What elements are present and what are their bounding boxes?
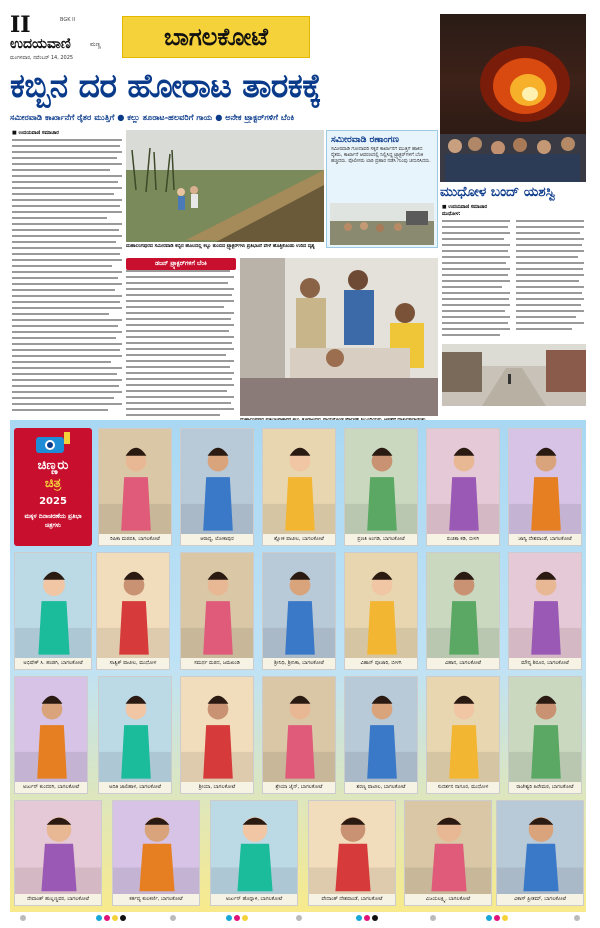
section-title: ಬಾಗಲಕೋಟೆ: [163, 23, 269, 51]
kid-photo: [509, 429, 581, 534]
kid-photo-card: [426, 428, 500, 546]
samirwadi-photo: [330, 203, 434, 245]
kid-name-label: ಶರಣ್ಯ ಪಾಟೀಲ, ಬಾಗಲಕೋಟೆ: [345, 782, 417, 793]
kid-name-label: ಅರ್ಜುನ್ ಹೊನ್ನಾಳಿ, ಬಾಗಲಕೋಟೆ: [211, 894, 297, 905]
kid-photo-card: [96, 552, 170, 670]
kid-name-label: ಶ್ರೀಯಾ, ಬಾಗಲಕೋಟೆ: [181, 782, 253, 793]
kid-name-label: ಮೌನ್ಯ ಶಿರೂರ, ಬಾಗಲಕೋಟೆ: [509, 658, 581, 669]
kid-photo-card: [98, 676, 172, 794]
kid-photo-card: [344, 428, 418, 546]
kid-photo-card: [344, 552, 418, 670]
kid-photo-card: [508, 428, 582, 546]
kid-photo: [99, 677, 171, 782]
samirwadi-box-title: ಸಮೀರವಾಡಿ ರಣಾಂಗಣ: [331, 135, 399, 145]
kid-photo: [99, 429, 171, 534]
kid-photo-card: [210, 800, 298, 906]
side-place: ಮುಧೋಳ:: [442, 212, 461, 217]
bgk-code: BGK II: [60, 17, 76, 23]
kid-photo: [15, 553, 91, 658]
kid-photo: [113, 801, 199, 894]
kid-name-label: ಶ್ರೇಯಾ ಜೈನ್, ಬಾಗಲಕೋಟೆ: [263, 782, 335, 793]
kid-name-label: ಅಭಿಷೇಕ್ ಸಿ. ಹಂಡಗಿ, ಬಾಗಲಕೋಟೆ: [15, 658, 91, 669]
page-header: [10, 14, 440, 62]
lead-byline: ■ ಉದಯವಾಣಿ ಸಮಾಚಾರ: [12, 130, 59, 136]
lead-headline: ಕಬ್ಬಿನ ದರ ಹೋರಾಟ ತಾರಕಕ್ಕೆ: [10, 66, 322, 105]
kid-photo-card: [496, 800, 584, 906]
samirwadi-box-text: ಸಮೀರವಾಡಿ ಗೋದಾವರಿ ಸಕ್ಕರೆ ಕಾರ್ಖಾನೆಗೆ ಮುತ್ತಿಗೆ ಹಾಕಿದ ರೈತರು, ಕಾರ್ಖಾನೆ ಆವರಣದಲ್ಲಿ ನಿಲ್ಲಿಸಿದ್ದ ಟ್ರ್ಯಾಕ್ಟರ್‌ಗಳಿಗೆ ಬೆಂಕಿ ಹಚ್ಚಿದರು. ಪೊಲೀಸರು ಲಾಠಿ ಪ್ರಹಾರ ನಡೆಸಿ ಗುಂಪು ಚದುರಿಸಿದರು.: [331, 147, 431, 164]
kid-photo: [181, 429, 253, 534]
kid-photo: [263, 553, 335, 658]
kid-photo: [345, 429, 417, 534]
kid-photo: [405, 801, 491, 894]
kid-name-label: ವಿಹಾನ್ ಪೂಜಾರಿ, ಬೀಳಗಿ: [345, 658, 417, 669]
kid-name-label: ರುಚಿತಾ ಕಡಿ, ಬೀಳಗಿ: [427, 534, 499, 545]
side-headline: ಮುಧೋಳ ಬಂದ್ ಯಶಸ್ವಿ: [440, 184, 556, 200]
registration-marks: [0, 912, 600, 928]
red-label-text: ಡಜನ್ ಟ್ರ್ಯಾಕ್ಟರ್‌ಗಳಿಗೆ ಬೆಂಕಿ: [126, 258, 236, 270]
kids-title-line1: ಚಿಣ್ಣರು: [37, 458, 69, 473]
fire-photo: [440, 14, 586, 182]
kid-photo: [427, 553, 499, 658]
kid-photo: [211, 801, 297, 894]
kid-name-label: ರಾಜೇಶ್ವರಿ ಹಿರೇಮಠ, ಬಾಗಲಕೋಟೆ: [509, 782, 581, 793]
kid-photo-card: [180, 676, 254, 794]
kid-photo-card: [344, 676, 418, 794]
side-body: [442, 218, 586, 342]
kid-photo-card: [180, 552, 254, 670]
kids-subtitle: ಮಕ್ಕಳ ದಿನಾಚರಣೆಯ ಪ್ರತಿಭಾ ಚಿತ್ರಗಳು: [24, 513, 82, 529]
kid-photo-card: [262, 428, 336, 546]
kid-photo: [263, 429, 335, 534]
lead-subhead: ಸಮೀರವಾಡಿ ಕಾರ್ಖಾನೆಗೆ ರೈತರ ಮುತ್ತಿಗೆ ● ಕಲ್ಲು ತೂರಾಟ-ಹಲವರಿಗೆ ಗಾಯ ● ಅನೇಕ ಟ್ರ್ಯಾಕ್ಟರ್‌ಗಳಿಗೆ ಬೆಂಕಿ: [10, 112, 295, 122]
street-photo: [442, 344, 586, 406]
kid-photo: [345, 677, 417, 782]
kid-photo-card: [14, 800, 102, 906]
kid-photo-card: [98, 428, 172, 546]
kid-photo: [427, 677, 499, 782]
kid-photo: [15, 677, 87, 782]
kid-photo: [181, 553, 253, 658]
kid-photo-card: [404, 800, 492, 906]
red-label: [126, 258, 236, 270]
kid-photo: [15, 801, 101, 894]
lead-body-col1: [12, 137, 124, 417]
kid-name-label: ಸಾತ್ವಿಕ್ ಪಾಟೀಲ, ಮುಧೋಳ: [97, 658, 169, 669]
kid-photo: [181, 677, 253, 782]
kid-photo: [427, 429, 499, 534]
kid-name-label: ಪ್ರಣತಿ ಅಂಗಡಿ, ಬಾಗಲಕೋಟೆ: [345, 534, 417, 545]
kid-photo-card: [112, 800, 200, 906]
paper-name: ಉದಯವಾಣಿ: [10, 36, 71, 52]
kid-photo-card: [262, 552, 336, 670]
kid-photo: [97, 553, 169, 658]
kid-name-label: ಅರ್ಜುನ್ ಕುಂದರಗಿ, ಬಾಗಲಕೋಟೆ: [15, 782, 87, 793]
kids-year: 2025: [39, 496, 67, 507]
kid-photo-card: [508, 676, 582, 794]
lead-body-col2: [126, 262, 236, 420]
kid-name-label: ಕರ್ತವ್ಯ ಕುಲಕರ್ಣಿ, ಬಾಗಲಕೋಟೆ: [113, 894, 199, 905]
kid-name-label: ಶ್ರೀನಿಧಿ, ಶ್ರೀನಿಕಾ, ಬಾಗಲಕೋಟೆ: [263, 658, 335, 669]
police-photo: [240, 258, 438, 416]
camera-icon: [34, 432, 72, 454]
kid-photo-card: [426, 676, 500, 794]
side-byline: ■ ಉದಯವಾಣಿ ಸಮಾಚಾರ: [442, 205, 488, 210]
section-title-box: [122, 16, 310, 58]
lead-photo-caption: ಮಹಾಲಿಂಗಪುರದ ಸಮೀರವಾಡಿ ಕಬ್ಬಿನ ಹೊಲದಲ್ಲಿ ಕಬ್ಬು ತುಂಬಿದ ಟ್ರ್ಯಾಕ್ಟರ್‌ಗಳು ಪ್ರತಿಭಟನೆ ವೇಳೆ ಹೊತ್ತಿಕೊಂಡು ಉರಿದ ದೃಶ್ಯ: [126, 244, 315, 249]
lead-photo: [126, 130, 324, 242]
kid-name-label: ವಿಹಾನ, ಬಾಗಲಕೋಟೆ: [427, 658, 499, 669]
kid-name-label: ಸುದರ್ಶನ ನಾಗೂರ, ಮುಧೋಳ: [427, 782, 499, 793]
kid-photo: [345, 553, 417, 658]
kids-title-card: [14, 428, 92, 546]
kid-name-label: ವಿಕಾಸ್ ಪ್ರೀತಮ್, ಬಾಗಲಕೋಟೆ: [497, 894, 583, 905]
kid-photo: [509, 553, 581, 658]
kid-name-label: ರಿಷಿಕಾ ಮಠಪತಿ, ಬಾಗಲಕೋಟೆ: [99, 534, 171, 545]
kid-name-label: ವಿಜಯಲಕ್ಷ್ಮಿ, ಬಾಗಲಕೋಟೆ: [405, 894, 491, 905]
kid-photo-card: [308, 800, 396, 906]
paper-suffix: ಮಣ್ಣ: [90, 41, 101, 48]
kid-photo-card: [426, 552, 500, 670]
kid-photo-card: [14, 552, 92, 670]
kid-photo-card: [508, 552, 582, 670]
kid-photo: [509, 677, 581, 782]
kid-name-label: ಸಮರ್ಥ ಮಠದ, ಜಮಖಂಡಿ: [181, 658, 253, 669]
kid-name-label: ದೇವಾಂಶ್ ಹುಲ್ಲಣ್ಣವರ, ಬಾಗಲಕೋಟೆ: [15, 894, 101, 905]
kid-photo: [263, 677, 335, 782]
kid-photo-card: [14, 676, 88, 794]
kid-name-label: ಅದಿತಿ ಜಾಲಿಹಾಳ, ಬಾಗಲಕೋಟೆ: [99, 782, 171, 793]
page-number: II: [10, 12, 31, 38]
kid-name-label: ಆರಾಧ್ಯ, ಲೋಕಾಪುರ: [181, 534, 253, 545]
kid-photo-card: [262, 676, 336, 794]
fire-image: [440, 14, 586, 182]
kid-photo: [309, 801, 395, 894]
kid-photo-card: [180, 428, 254, 546]
kids-title-line2: ಚಿತ್ರ: [44, 476, 62, 491]
kid-photo: [497, 801, 583, 894]
date-line: ಮಂಗಳವಾರ, ನವೆಂಬರ್ 14, 2025: [10, 55, 74, 61]
kid-name-label: ವೇದಾಂತ್ ದೇಶಪಾಂಡೆ, ಬಾಗಲಕೋಟೆ: [309, 894, 395, 905]
kid-name-label: ಜಾನ್ವಿ ದೇಶಪಾಂಡೆ, ಬಾಗಲಕೋಟೆ: [509, 534, 581, 545]
kid-name-label: ಶ್ಲೋಕ ಪಾಟೀಲ, ಬಾಗಲಕೋಟೆ: [263, 534, 335, 545]
samirwadi-box: [326, 130, 438, 248]
